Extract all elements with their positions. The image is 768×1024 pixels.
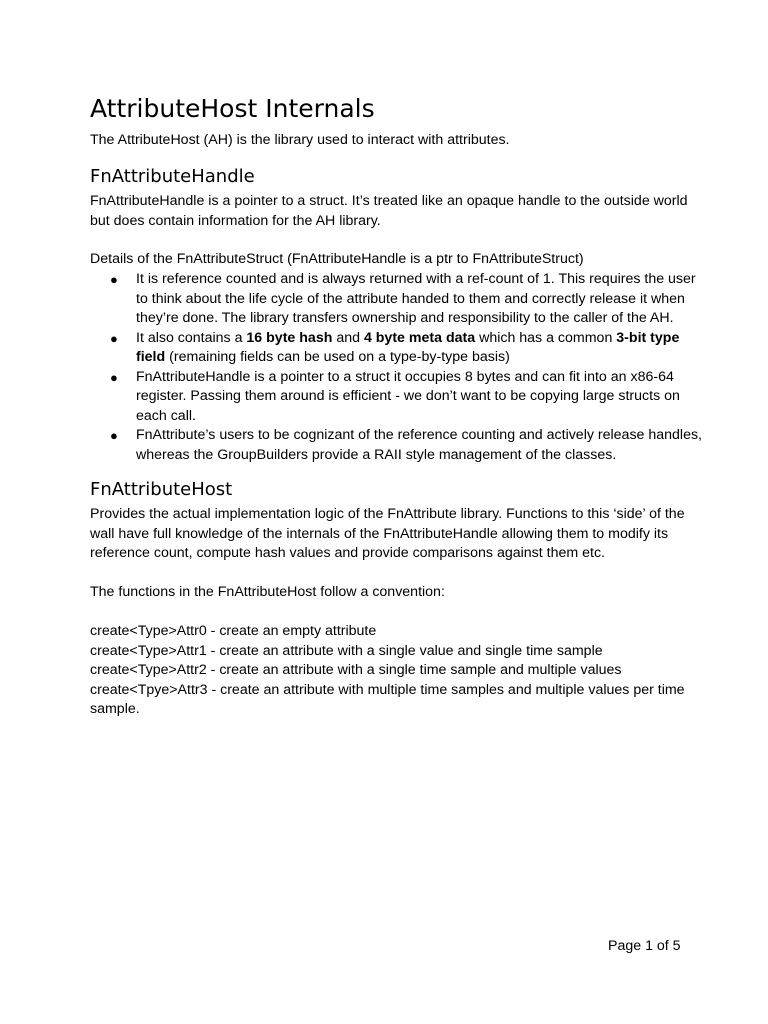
page-title: AttributeHost Internals [90,94,375,123]
text-run: It also contains a [136,329,247,346]
bold-text: 4 byte meta data [363,329,476,346]
host-description-paragraph: Provides the actual implementation logic of the FnAttribute library. Functions to this ‘side’ of the wall have full knowledge of the internals of the FnAttributeHandle allowing them to modify its reference count, compute hash values and provide comparisons against them etc. [90,506,685,561]
function-list [90,622,700,720]
bullet-icon: ● [110,428,118,443]
list-item [110,426,706,465]
text-run: (remaining fields can be used on a type-by-type basis) [165,349,510,365]
convention-paragraph: The functions in the FnAttributeHost follow a convention: [90,584,445,600]
function-line: create<Type>Attr2 - create an attribute with a single time sample and multiple values [90,662,622,678]
list-item-text [136,330,679,366]
bullet-icon: ● [110,330,118,346]
bullet-icon: ● [110,272,118,287]
text-run: which has a common [475,329,617,346]
handle-description-paragraph: FnAttributeHandle is a pointer to a struct. It’s treated like an opaque handle to the outside world but does contain information for the AH library. [90,193,688,229]
list-item-text: It is reference counted and is always returned with a ref-count of 1. This requires the user to think about the life cycle of the attribute handed to them and correctly release it when they’re done. The library transfers ownership and responsibility to the caller of the AH. [136,271,696,326]
struct-details-paragraph: Details of the FnAttributeStruct (FnAttributeHandle is a ptr to FnAttributeStruct) [90,251,584,267]
bold-text: 3-bit type field [136,329,680,365]
list-item-text: FnAttributeHandle is a pointer to a struct it occupies 8 bytes and can fit into an x86-64 register. Passing them around is efficient - we don’t want to be copying large structs on each call. [136,368,680,424]
list-item [110,270,706,329]
page-number: Page 1 of 5 [608,938,681,954]
text-run: and [332,329,364,346]
function-line: create<Type>Attr0 - create an empty attribute [90,623,377,639]
function-line: create<Type>Attr1 - create an attribute with a single value and single time sample [90,642,603,659]
intro-paragraph: The AttributeHost (AH) is the library used to interact with attributes. [90,132,510,148]
list-item [110,329,706,368]
bold-text: 16 byte hash [246,329,333,346]
section-heading-fnattributehost: FnAttributeHost [90,479,233,500]
section-heading-fnattributehandle: FnAttributeHandle [90,166,255,187]
function-line: create<Tpye>Attr3 - create an attribute with multiple time samples and multiple values per time sample. [90,681,685,717]
bullet-icon: ● [110,369,118,385]
struct-details-list [110,270,706,465]
list-item [110,368,706,427]
list-item-text: FnAttribute’s users to be cognizant of the reference counting and actively release handles, whereas the GroupBuilders provide a RAII style management of the classes. [136,427,703,463]
